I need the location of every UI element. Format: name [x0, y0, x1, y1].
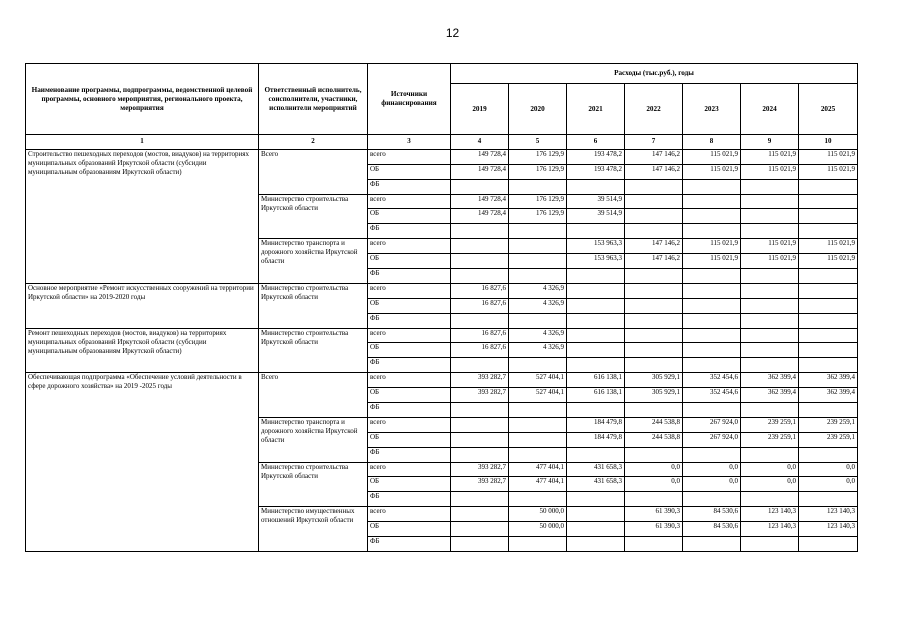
amount-cell: 123 140,3	[741, 507, 799, 522]
amount-cell: 115 021,9	[741, 149, 799, 164]
amount-cell: 147 146,2	[625, 149, 683, 164]
funding-source: ОБ	[368, 477, 451, 492]
funding-source: всего	[368, 283, 451, 298]
amount-cell: 352 454,6	[683, 373, 741, 388]
amount-cell	[567, 269, 625, 284]
amount-cell: 149 728,4	[451, 194, 509, 209]
amount-cell: 616 138,1	[567, 373, 625, 388]
header-executor: Ответственный исполнитель, соисполнители, участники, исполнители мероприятий	[259, 64, 368, 135]
amount-cell: 50 000,0	[509, 522, 567, 537]
amount-cell: 16 827,6	[451, 298, 509, 313]
amount-cell: 527 404,1	[509, 373, 567, 388]
amount-cell	[509, 239, 567, 254]
amount-cell: 147 146,2	[625, 254, 683, 269]
amount-cell: 115 021,9	[741, 254, 799, 269]
header-year: 2019	[451, 84, 509, 135]
amount-cell	[625, 194, 683, 209]
column-index: 7	[625, 135, 683, 150]
amount-cell: 362 399,4	[799, 373, 858, 388]
header-year: 2021	[567, 84, 625, 135]
amount-cell	[509, 179, 567, 194]
amount-cell	[567, 283, 625, 298]
column-index: 2	[259, 135, 368, 150]
amount-cell	[567, 328, 625, 343]
amount-cell	[509, 403, 567, 418]
amount-cell	[451, 507, 509, 522]
amount-cell: 244 538,8	[625, 417, 683, 432]
amount-cell	[625, 358, 683, 373]
funding-source: всего	[368, 194, 451, 209]
amount-cell	[451, 432, 509, 447]
amount-cell	[451, 447, 509, 462]
funding-source: всего	[368, 462, 451, 477]
amount-cell: 115 021,9	[799, 164, 858, 179]
amount-cell: 123 140,3	[799, 522, 858, 537]
funding-source: ФБ	[368, 447, 451, 462]
amount-cell	[451, 358, 509, 373]
amount-cell	[567, 537, 625, 552]
amount-cell	[741, 447, 799, 462]
page-number: 12	[445, 26, 460, 40]
amount-cell	[741, 537, 799, 552]
funding-source: ФБ	[368, 403, 451, 418]
amount-cell: 50 000,0	[509, 507, 567, 522]
amount-cell: 115 021,9	[741, 239, 799, 254]
amount-cell	[451, 254, 509, 269]
amount-cell	[799, 269, 858, 284]
amount-cell	[683, 537, 741, 552]
amount-cell	[567, 313, 625, 328]
amount-cell	[741, 209, 799, 224]
funding-source: ОБ	[368, 343, 451, 358]
amount-cell	[683, 492, 741, 507]
amount-cell	[625, 537, 683, 552]
amount-cell	[799, 224, 858, 239]
amount-cell	[625, 179, 683, 194]
amount-cell: 39 514,9	[567, 194, 625, 209]
funding-source: всего	[368, 373, 451, 388]
amount-cell	[799, 179, 858, 194]
amount-cell	[451, 537, 509, 552]
amount-cell: 193 478,2	[567, 149, 625, 164]
amount-cell: 477 404,1	[509, 462, 567, 477]
executor-name: Всего	[259, 373, 368, 418]
column-index: 1	[26, 135, 259, 150]
amount-cell: 393 282,7	[451, 462, 509, 477]
amount-cell	[799, 209, 858, 224]
amount-cell	[567, 447, 625, 462]
amount-cell	[509, 358, 567, 373]
amount-cell: 61 390,3	[625, 522, 683, 537]
table-body	[26, 149, 858, 551]
amount-cell	[741, 224, 799, 239]
header-year: 2020	[509, 84, 567, 135]
amount-cell	[451, 313, 509, 328]
amount-cell: 149 728,4	[451, 149, 509, 164]
amount-cell	[451, 269, 509, 284]
header-expenses: Расходы (тыс.руб.), годы	[451, 64, 858, 84]
amount-cell	[741, 194, 799, 209]
amount-cell	[567, 492, 625, 507]
amount-cell: 0,0	[625, 477, 683, 492]
amount-cell	[451, 239, 509, 254]
amount-cell	[625, 283, 683, 298]
amount-cell	[625, 224, 683, 239]
amount-cell	[625, 313, 683, 328]
amount-cell	[683, 224, 741, 239]
amount-cell	[567, 179, 625, 194]
amount-cell	[567, 298, 625, 313]
amount-cell: 84 530,6	[683, 507, 741, 522]
amount-cell: 39 514,9	[567, 209, 625, 224]
amount-cell	[741, 313, 799, 328]
amount-cell: 305 929,1	[625, 373, 683, 388]
amount-cell: 239 259,1	[741, 432, 799, 447]
executor-name: Министерство строительства Иркутской области	[259, 283, 368, 328]
funding-source: ОБ	[368, 164, 451, 179]
amount-cell	[451, 522, 509, 537]
header-year: 2022	[625, 84, 683, 135]
header-program: Наименование программы, подпрограммы, ведомственной целевой программы, основного мероприятия, регионального проекта, мероприятия	[26, 64, 259, 135]
amount-cell: 4 326,9	[509, 298, 567, 313]
program-name: Строительство пешеходных переходов (мостов, виадуков) на территориях муниципальных образований Иркутской области (субсидии муниципальным образованиям Иркутской области)	[26, 149, 259, 283]
amount-cell	[509, 432, 567, 447]
amount-cell: 115 021,9	[799, 149, 858, 164]
amount-cell	[509, 224, 567, 239]
amount-cell: 616 138,1	[567, 388, 625, 403]
amount-cell: 176 129,9	[509, 149, 567, 164]
amount-cell	[683, 447, 741, 462]
amount-cell: 184 479,8	[567, 417, 625, 432]
amount-cell	[567, 358, 625, 373]
funding-source: ОБ	[368, 432, 451, 447]
amount-cell	[741, 492, 799, 507]
amount-cell: 176 129,9	[509, 209, 567, 224]
amount-cell: 176 129,9	[509, 164, 567, 179]
amount-cell	[683, 358, 741, 373]
amount-cell: 0,0	[683, 462, 741, 477]
amount-cell: 393 282,7	[451, 477, 509, 492]
executor-name: Министерство строительства Иркутской области	[259, 328, 368, 373]
amount-cell	[799, 298, 858, 313]
amount-cell: 193 478,2	[567, 164, 625, 179]
amount-cell: 244 538,8	[625, 432, 683, 447]
amount-cell	[567, 343, 625, 358]
amount-cell	[451, 224, 509, 239]
amount-cell: 239 259,1	[741, 417, 799, 432]
amount-cell: 305 929,1	[625, 388, 683, 403]
header-year: 2024	[741, 84, 799, 135]
amount-cell: 147 146,2	[625, 164, 683, 179]
funding-source: ФБ	[368, 269, 451, 284]
column-index: 5	[509, 135, 567, 150]
amount-cell	[741, 358, 799, 373]
amount-cell: 527 404,1	[509, 388, 567, 403]
amount-cell: 267 924,0	[683, 417, 741, 432]
column-index: 9	[741, 135, 799, 150]
executor-name: Министерство строительства Иркутской области	[259, 462, 368, 507]
amount-cell: 149 728,4	[451, 209, 509, 224]
amount-cell: 115 021,9	[683, 239, 741, 254]
amount-cell: 0,0	[799, 462, 858, 477]
amount-cell	[683, 194, 741, 209]
amount-cell	[683, 343, 741, 358]
amount-cell: 115 021,9	[683, 149, 741, 164]
amount-cell	[567, 507, 625, 522]
amount-cell	[451, 492, 509, 507]
amount-cell	[683, 179, 741, 194]
amount-cell: 123 140,3	[741, 522, 799, 537]
amount-cell	[509, 447, 567, 462]
amount-cell	[683, 328, 741, 343]
amount-cell	[625, 403, 683, 418]
funding-source: всего	[368, 239, 451, 254]
amount-cell: 477 404,1	[509, 477, 567, 492]
amount-cell: 149 728,4	[451, 164, 509, 179]
amount-cell	[683, 269, 741, 284]
amount-cell: 115 021,9	[683, 164, 741, 179]
amount-cell	[451, 403, 509, 418]
amount-cell: 362 399,4	[799, 388, 858, 403]
table-row	[26, 373, 858, 388]
amount-cell	[625, 492, 683, 507]
amount-cell	[741, 283, 799, 298]
amount-cell	[509, 417, 567, 432]
amount-cell	[683, 298, 741, 313]
executor-name: Министерство имущественных отношений Иркутской области	[259, 507, 368, 552]
amount-cell: 0,0	[799, 477, 858, 492]
amount-cell: 153 963,3	[567, 254, 625, 269]
amount-cell: 16 827,6	[451, 343, 509, 358]
amount-cell	[567, 403, 625, 418]
funding-source: всего	[368, 149, 451, 164]
amount-cell	[741, 179, 799, 194]
header-source: Источники финансирования	[368, 64, 451, 135]
amount-cell: 115 021,9	[741, 164, 799, 179]
amount-cell: 4 326,9	[509, 343, 567, 358]
funding-source: ФБ	[368, 179, 451, 194]
amount-cell	[799, 537, 858, 552]
column-index: 8	[683, 135, 741, 150]
amount-cell	[509, 254, 567, 269]
amount-cell: 115 021,9	[799, 239, 858, 254]
table-row	[26, 283, 858, 298]
column-index: 3	[368, 135, 451, 150]
executor-name: Министерство транспорта и дорожного хозяйства Иркутской области	[259, 417, 368, 462]
funding-source: ОБ	[368, 298, 451, 313]
funding-source: ФБ	[368, 537, 451, 552]
amount-cell	[799, 492, 858, 507]
funding-source: ОБ	[368, 522, 451, 537]
amount-cell	[741, 343, 799, 358]
table-row	[26, 328, 858, 343]
header-year: 2025	[799, 84, 858, 135]
funding-source: ФБ	[368, 313, 451, 328]
amount-cell: 16 827,6	[451, 328, 509, 343]
amount-cell: 147 146,2	[625, 239, 683, 254]
amount-cell	[683, 283, 741, 298]
budget-table	[25, 63, 858, 552]
amount-cell: 239 259,1	[799, 417, 858, 432]
column-index-row	[26, 135, 858, 150]
table-row	[26, 149, 858, 164]
amount-cell: 16 827,6	[451, 283, 509, 298]
program-name: Обеспечивающая подпрограмма «Обеспечение условий деятельности в сфере дорожного хозяйства» на 2019 -2025 годы	[26, 373, 259, 552]
amount-cell	[509, 313, 567, 328]
funding-source: ОБ	[368, 209, 451, 224]
amount-cell: 362 399,4	[741, 388, 799, 403]
amount-cell	[799, 313, 858, 328]
amount-cell: 176 129,9	[509, 194, 567, 209]
amount-cell	[625, 343, 683, 358]
amount-cell	[799, 447, 858, 462]
funding-source: всего	[368, 328, 451, 343]
executor-name: Всего	[259, 149, 368, 194]
amount-cell	[567, 522, 625, 537]
amount-cell	[683, 313, 741, 328]
amount-cell	[799, 194, 858, 209]
amount-cell	[741, 298, 799, 313]
funding-source: ФБ	[368, 224, 451, 239]
amount-cell: 153 963,3	[567, 239, 625, 254]
amount-cell	[625, 269, 683, 284]
program-name: Ремонт пешеходных переходов (мостов, виадуков) на территориях муниципальных образований Иркутской области (субсидии муниципальным образованиям Иркутской области)	[26, 328, 259, 373]
amount-cell	[799, 328, 858, 343]
amount-cell	[799, 358, 858, 373]
amount-cell: 115 021,9	[799, 254, 858, 269]
amount-cell: 0,0	[683, 477, 741, 492]
amount-cell: 352 454,6	[683, 388, 741, 403]
funding-source: ФБ	[368, 492, 451, 507]
header-year: 2023	[683, 84, 741, 135]
amount-cell	[509, 537, 567, 552]
program-name: Основное мероприятие «Ремонт искусственных сооружений на территории Иркутской области» на 2019-2020 годы	[26, 283, 259, 328]
amount-cell: 4 326,9	[509, 328, 567, 343]
amount-cell	[509, 492, 567, 507]
amount-cell	[799, 403, 858, 418]
executor-name: Министерство строительства Иркутской области	[259, 194, 368, 239]
amount-cell	[799, 283, 858, 298]
funding-source: ФБ	[368, 358, 451, 373]
column-index: 6	[567, 135, 625, 150]
funding-source: ОБ	[368, 388, 451, 403]
amount-cell: 0,0	[741, 477, 799, 492]
amount-cell: 0,0	[625, 462, 683, 477]
executor-name: Министерство транспорта и дорожного хозяйства Иркутской области	[259, 239, 368, 284]
amount-cell: 393 282,7	[451, 388, 509, 403]
amount-cell: 267 924,0	[683, 432, 741, 447]
amount-cell	[625, 328, 683, 343]
amount-cell	[451, 417, 509, 432]
amount-cell	[741, 328, 799, 343]
amount-cell	[799, 343, 858, 358]
column-index: 4	[451, 135, 509, 150]
amount-cell	[741, 269, 799, 284]
amount-cell	[741, 403, 799, 418]
amount-cell	[509, 269, 567, 284]
amount-cell: 123 140,3	[799, 507, 858, 522]
amount-cell: 431 658,3	[567, 462, 625, 477]
amount-cell	[451, 179, 509, 194]
amount-cell	[625, 447, 683, 462]
amount-cell: 0,0	[741, 462, 799, 477]
amount-cell: 184 479,8	[567, 432, 625, 447]
amount-cell: 431 658,3	[567, 477, 625, 492]
amount-cell	[625, 209, 683, 224]
funding-source: ОБ	[368, 254, 451, 269]
amount-cell: 115 021,9	[683, 254, 741, 269]
amount-cell: 4 326,9	[509, 283, 567, 298]
amount-cell: 239 259,1	[799, 432, 858, 447]
amount-cell	[567, 224, 625, 239]
amount-cell: 84 530,6	[683, 522, 741, 537]
table-header	[26, 64, 858, 150]
amount-cell	[683, 403, 741, 418]
funding-source: всего	[368, 417, 451, 432]
column-index: 10	[799, 135, 858, 150]
amount-cell	[625, 298, 683, 313]
amount-cell: 393 282,7	[451, 373, 509, 388]
amount-cell: 61 390,3	[625, 507, 683, 522]
amount-cell: 362 399,4	[741, 373, 799, 388]
amount-cell	[683, 209, 741, 224]
funding-source: всего	[368, 507, 451, 522]
